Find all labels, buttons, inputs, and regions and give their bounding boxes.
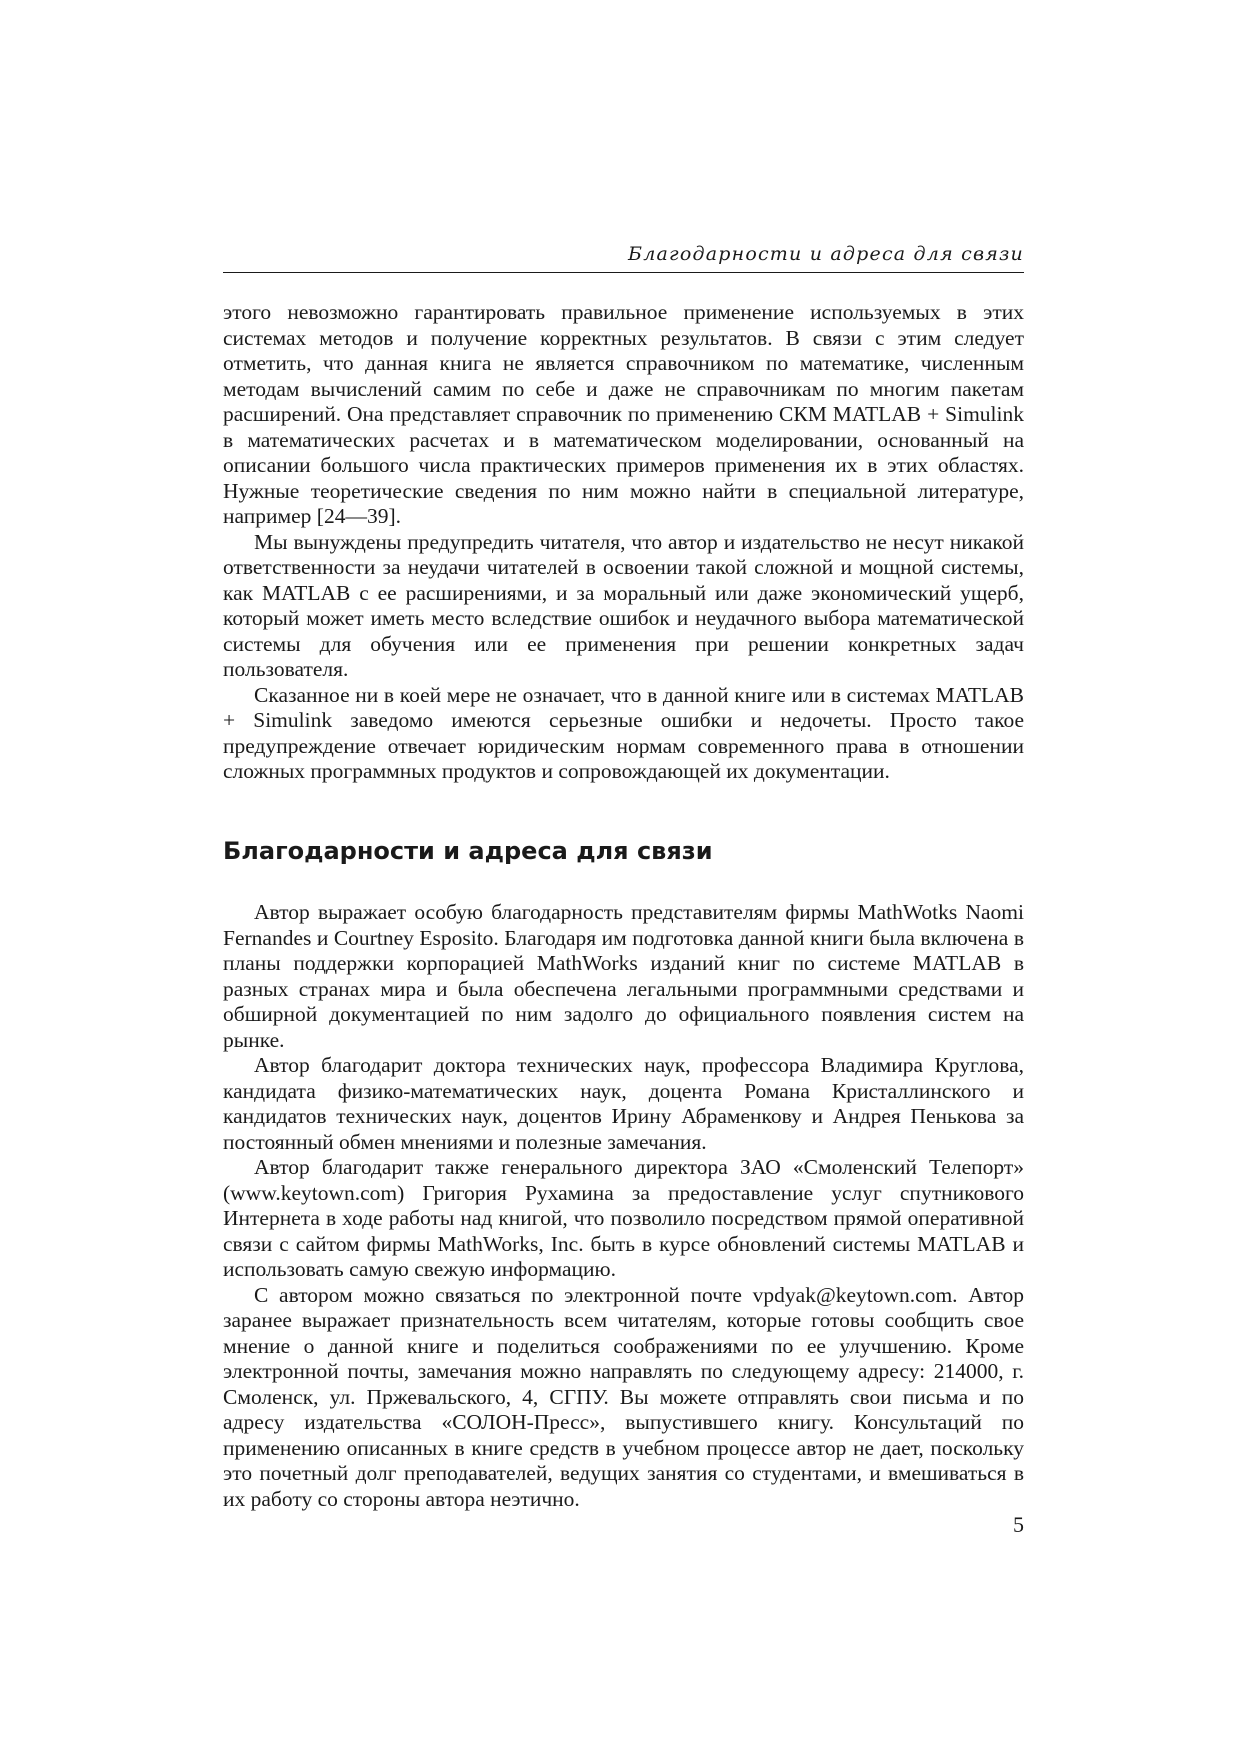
paragraph: Автор благодарит также генерального директора ЗАО «Смоленский Телепорт» (www.keytown.com) Григория Рухамина за предоставление услуг спутникового Интернета в ходе работы над книгой, что позволило посредством прямой оперативной связи с сайтом фирмы MathWorks, Inc. быть в курсе обновлений системы MATLAB и использовать самую свежую информацию.: [223, 1155, 1024, 1281]
running-header: Благодарности и адреса для связи: [223, 244, 1024, 273]
paragraph: Автор благодарит доктора технических наук, профессора Владимира Круглова, кандидата физико-математических наук, доцента Романа Кристаллинского и кандидатов технических наук, доцентов Ирину Абраменкову и Андрея Пенькова за постоянный обмен мнениями и полезные замечания.: [223, 1053, 1024, 1154]
paragraph: С автором можно связаться по электронной почте vpdyak@keytown.com. Автор заранее выражает признательность всем читателям, которые готовы сообщить свое мнение о данной книге и поделиться соображениями по ее улучшению. Кроме электронной почты, замечания можно направлять по следующему адресу: 214000, г. Смоленск, ул. Пржевальского, 4, СГПУ. Вы можете отправлять свои письма и по адресу издательства «СОЛОН-Пресс», выпустившего книгу. Консультаций по применению описанных в книге средств в учебном процессе автор не дает, поскольку это почетный долг преподавателей, ведущих занятия со студентами, и вмешиваться в их работу со стороны автора неэтично.: [223, 1282, 1024, 1511]
acknowledgements-text-block: [223, 900, 1024, 1512]
paragraph: Автор выражает особую благодарность представителям фирмы MathWotks Naomi Fernandes и Courtney Esposito. Благодаря им подготовка данной книги была включена в планы поддержки корпорацией MathWorks изданий книг по системе MATLAB в разных странах мира и была обеспечена легальными программными средствами и обширной документацией по ним задолго до официального появления систем на рынке.: [223, 900, 1024, 1052]
page-number: 5: [1013, 1512, 1024, 1537]
intro-text-block: [223, 300, 1024, 785]
paragraph: Сказанное ни в коей мере не означает, что в данной книге или в системах MATLAB + Simulink заведомо имеются серьезные ошибки и недочеты. Просто такое предупреждение отвечает юридическим нормам современного права в отношении сложных программных продуктов и сопровождающей их документации.: [223, 682, 1024, 783]
paragraph: Мы вынуждены предупредить читателя, что автор и издательство не несут никакой ответственности за неудачи читателей в освоении такой сложной и мощной системы, как MATLAB с ее расширениями, и за моральный или даже экономический ущерб, который может иметь место вследствие ошибок и неудачного выбора математической системы для обучения или ее применения при решении конкретных задач пользователя.: [223, 529, 1024, 681]
section-heading: Благодарности и адреса для связи: [223, 837, 713, 865]
paragraph: этого невозможно гарантировать правильное применение используемых в этих системах методов и получение корректных результатов. В связи с этим следует отметить, что данная книга не является справочником по математике, численным методам вычислений самим по себе и даже не справочникам по многим пакетам расширений. Она представляет справочник по применению СКМ MATLAB + Simulink в математических расчетах и в математическом моделировании, основанный на описании большого числа практических примеров применения их в этих областях. Нужные теоретические сведения по ним можно найти в специальной литературе, например [24—39].: [223, 300, 1024, 528]
